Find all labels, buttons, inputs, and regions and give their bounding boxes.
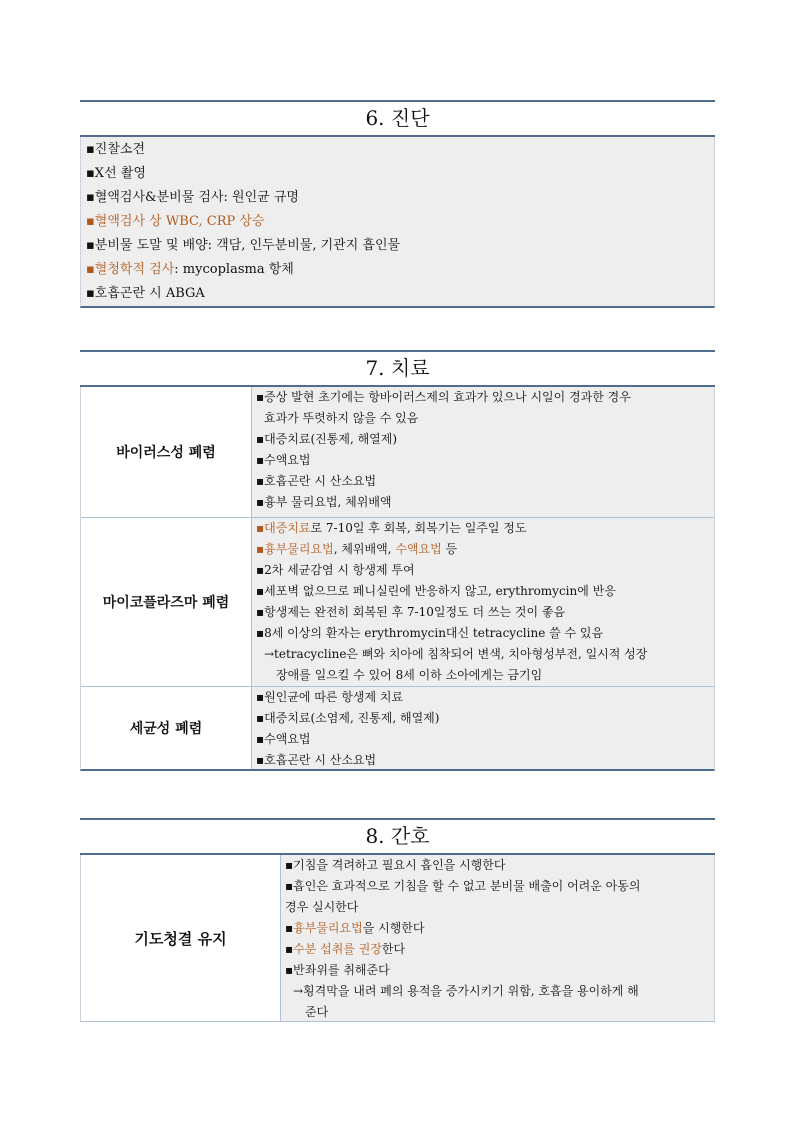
list-item: ▪수액요법	[256, 732, 311, 746]
table-row	[81, 387, 714, 518]
list-item: ▪대증치료(진통제, 해열제)	[256, 432, 398, 446]
item-text: : mycoplasma 항체	[174, 262, 294, 277]
list-item: →횡격막을 내려 폐의 용적을 증가시키기 위함, 호흡을 용이하게 해	[293, 984, 639, 998]
list-item: 준다	[305, 1005, 329, 1019]
list-item: ▪2차 세균감염 시 항생제 투여	[256, 563, 415, 577]
item-text: ▪	[285, 942, 294, 956]
highlight-text: 수분 섭취를 권장	[293, 942, 382, 956]
list-item: ▪세포벽 없으므로 페니실린에 반응하지 않고, erythromycin에 반응	[256, 584, 616, 598]
list-item: ▪대증치료(소염제, 진통제, 해열제)	[256, 711, 440, 725]
list-item: ▪진찰소견	[86, 142, 146, 157]
highlight-text: ▪대증치료	[256, 521, 311, 535]
list-item	[252, 539, 714, 560]
item-text: 등	[441, 542, 458, 556]
list-item: ▪흡인은 효과적으로 기침을 할 수 없고 분비물 배출이 어려운 아동의	[285, 879, 641, 893]
row-content	[252, 687, 714, 769]
list-item: ▪X선 촬영	[86, 166, 146, 181]
section-title: 6. 진단	[80, 100, 715, 137]
section-nursing	[80, 818, 715, 1022]
list-item: ▪혈액검사&분비물 검사: 원인균 규명	[86, 190, 299, 205]
list-item: ▪수액요법	[256, 453, 311, 467]
item-text: ▪	[285, 921, 294, 935]
list-item: ▪증상 발현 초기에는 항바이러스제의 효과가 있으나 시일이 경과한 경우	[256, 390, 631, 404]
table-row	[81, 687, 714, 769]
table-row	[81, 518, 714, 687]
section-body	[80, 387, 715, 771]
table-row	[81, 855, 714, 1021]
list-item	[281, 918, 714, 939]
section-body	[80, 137, 715, 308]
list-item: ▪기침을 격려하고 필요시 흡인을 시행한다	[285, 858, 506, 872]
row-label: 바이러스성 폐렴	[81, 387, 252, 517]
list-item: ▪혈액검사 상 WBC, CRP 상승	[86, 214, 265, 229]
list-item: ▪반좌위를 취해준다	[285, 963, 390, 977]
item-text: 로 7-10일 후 회복, 회복기는 일주일 정도	[310, 521, 527, 535]
highlight-text: ▪흉부물리요법	[256, 542, 334, 556]
section-title: 8. 간호	[80, 818, 715, 855]
list-item: ▪분비물 도말 및 배양: 객담, 인두분비물, 기관지 흡인물	[86, 238, 401, 253]
section-title: 7. 치료	[80, 350, 715, 387]
list-item: 효과가 뚜렷하지 않을 수 있음	[264, 411, 419, 425]
section-body	[80, 855, 715, 1022]
highlight-text: ▪혈청학적 검사	[86, 262, 175, 277]
list-item	[86, 258, 714, 282]
item-text: , 체위배액,	[333, 542, 396, 556]
list-item: ▪항생제는 완전히 회복된 후 7-10일정도 더 쓰는 것이 좋음	[256, 605, 566, 619]
item-text: 한다	[381, 942, 406, 956]
row-label: 마이코플라즈마 폐렴	[81, 518, 252, 686]
list-item	[281, 939, 714, 960]
list-item: ▪호흡곤란 시 산소요법	[256, 753, 377, 767]
list-item: ▪8세 이상의 환자는 erythromycin대신 tetracycline 쓸 수 있음	[256, 626, 604, 640]
list-item: ▪호흡곤란 시 산소요법	[256, 474, 377, 488]
row-label: 세균성 폐렴	[81, 687, 252, 769]
list-item: ▪흉부 물리요법, 체위배액	[256, 495, 392, 509]
item-text: 을 시행한다	[362, 921, 425, 935]
list-item	[252, 518, 714, 539]
list-item: 경우 실시한다	[285, 900, 359, 914]
list-item: ▪호흡곤란 시 ABGA	[86, 286, 205, 301]
section-diagnosis	[80, 100, 715, 308]
list-item: 장애를 일으킬 수 있어 8세 이하 소아에게는 금기임	[276, 668, 543, 682]
highlight-text: 수액요법	[395, 542, 442, 556]
list-item: ▪원인균에 따른 항생제 치료	[256, 690, 404, 704]
row-content	[252, 518, 714, 686]
row-content	[252, 387, 714, 517]
row-content	[281, 855, 714, 1021]
row-label: 기도청결 유지	[81, 855, 281, 1021]
section-treatment	[80, 350, 715, 771]
highlight-text: 흉부물리요법	[293, 921, 363, 935]
list-item: →tetracycline은 뼈와 치아에 침착되어 변색, 치아형성부전, 일시적 성장	[264, 647, 648, 661]
